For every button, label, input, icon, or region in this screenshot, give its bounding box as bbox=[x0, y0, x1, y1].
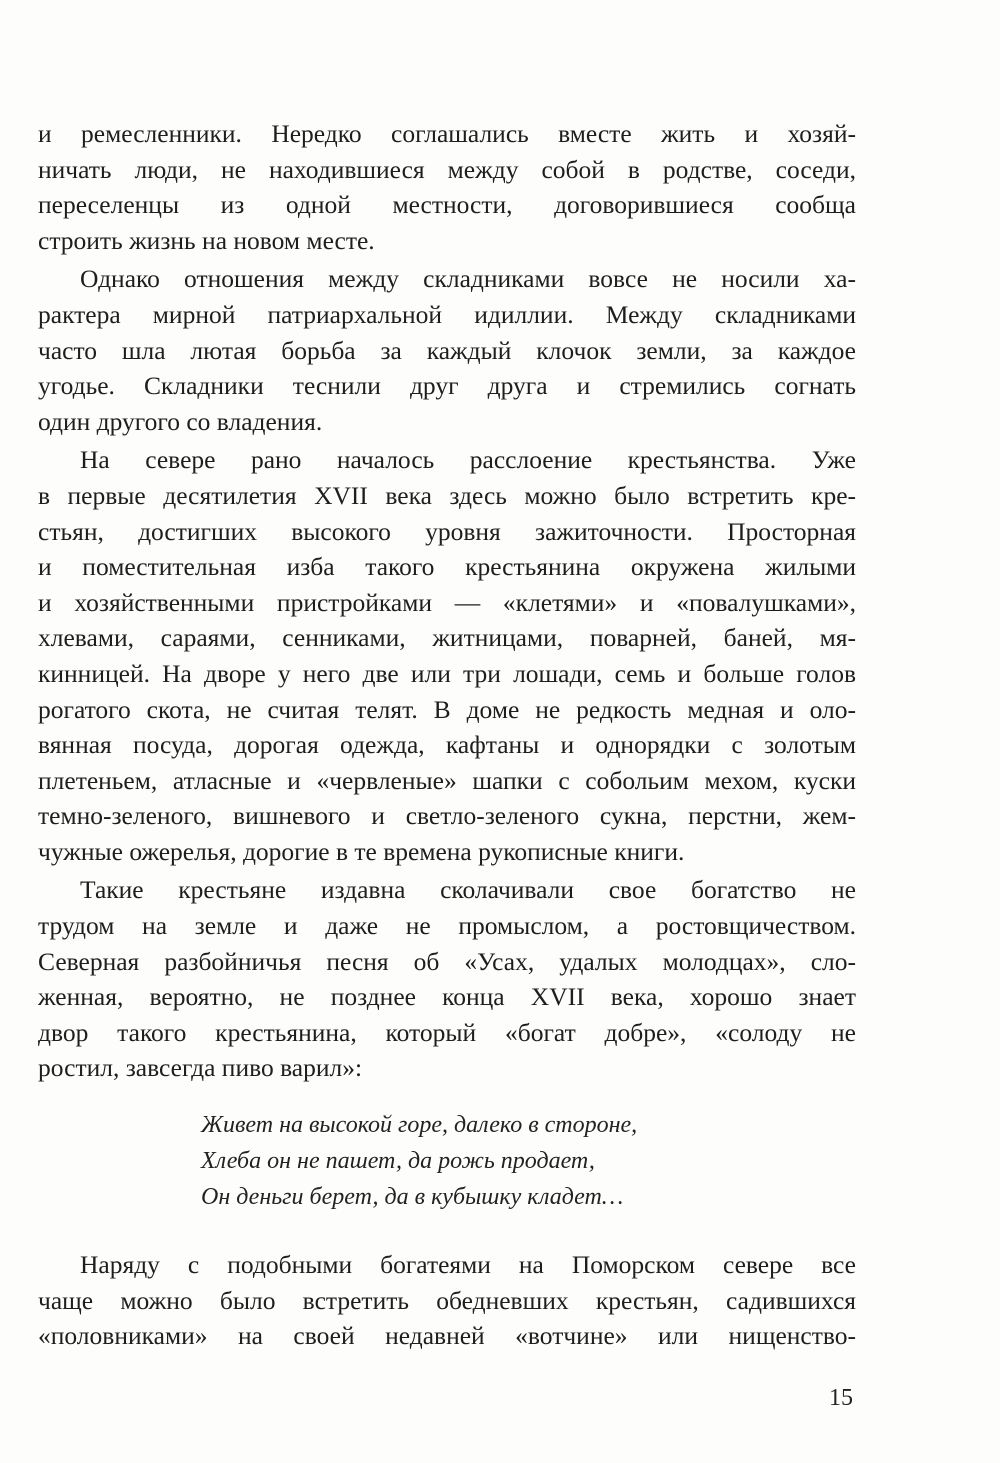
text-line: На севере рано началось расслоение крестьянства. Уже bbox=[80, 445, 856, 475]
text-line: часто шла лютая борьба за каждый клочок земли, за каждое bbox=[38, 335, 856, 365]
text-line: и поместительная изба такого крестьянина окружена жилыми bbox=[38, 552, 856, 582]
main-text bbox=[38, 116, 856, 1086]
text-line: строить жизнь на новом месте. bbox=[38, 225, 375, 255]
text-line: рогатого скота, не считая телят. В доме не редкость медная и оло- bbox=[38, 694, 856, 724]
verse-quote bbox=[201, 1108, 637, 1215]
text-line: один другого со владения. bbox=[38, 406, 323, 436]
text-line: кинницей. На дворе у него две или три лошади, семь и больше голов bbox=[38, 658, 856, 688]
text-line: двор такого крестьянина, который «богат добре», «солоду не bbox=[38, 1017, 856, 1047]
text-line: Наряду с подобными богатеями на Поморском севере все bbox=[80, 1250, 856, 1279]
text-line: ничать люди, не находившиеся между собой в родстве, соседи, bbox=[38, 154, 856, 184]
text-line: угодье. Складники теснили друг друга и стремились согнать bbox=[38, 371, 856, 401]
text-line: ростил, завсегда пиво варил»: bbox=[38, 1053, 363, 1083]
verse-line: Он деньги берет, да в кубышку кладет… bbox=[201, 1183, 624, 1210]
text-line: чаще можно было встретить обедневших крестьян, садившихся bbox=[38, 1285, 856, 1315]
verse-line: Хлеба он не пашет, да рожь продает, bbox=[201, 1147, 595, 1174]
text-line: женная, вероятно, не позднее конца XVII века, хорошо знает bbox=[38, 982, 856, 1012]
final-paragraph bbox=[38, 1247, 856, 1354]
text-line: Однако отношения между складниками вовсе не носили ха- bbox=[80, 264, 856, 294]
text-line: хлевами, сараями, сенниками, житницами, поварней, баней, мя- bbox=[38, 623, 856, 653]
text-line: темно-зеленого, вишневого и светло-зеленого сукна, перстни, жем- bbox=[38, 801, 856, 831]
page-number: 15 bbox=[829, 1385, 853, 1411]
verse-line: Живет на высокой горе, далеко в стороне, bbox=[201, 1112, 638, 1138]
text-line: «половниками» на своей недавней «вотчине» или нищенство- bbox=[38, 1321, 856, 1351]
text-line: переселенцы из одной местности, договорившиеся сообща bbox=[38, 190, 856, 220]
text-line: и хозяйственными пристройками — «клетями» и «повалушками», bbox=[38, 587, 856, 617]
text-line: вянная посуда, дорогая одежда, кафтаны и однорядки с золотым bbox=[38, 730, 856, 760]
text-line: Такие крестьяне издавна сколачивали свое богатство не bbox=[80, 875, 856, 905]
text-line: плетеньем, атласные и «червленые» шапки с собольим мехом, куски bbox=[38, 765, 856, 795]
text-line: и ремесленники. Нередко соглашались вместе жить и хозяй- bbox=[38, 119, 856, 148]
text-line: трудом на земле и даже не промыслом, а ростовщичеством. bbox=[38, 911, 856, 941]
text-line: чужные ожерелья, дорогие в те времена рукописные книги. bbox=[38, 836, 685, 866]
text-line: в первые десятилетия XVII века здесь можно было встретить кре- bbox=[38, 480, 856, 510]
text-line: Северная разбойничья песня об «Усах, удалых молодцах», сло- bbox=[38, 946, 856, 976]
text-line: рактера мирной патриархальной идиллии. Между складниками bbox=[38, 299, 856, 329]
text-line: стьян, достигших высокого уровня зажиточности. Просторная bbox=[38, 516, 856, 546]
